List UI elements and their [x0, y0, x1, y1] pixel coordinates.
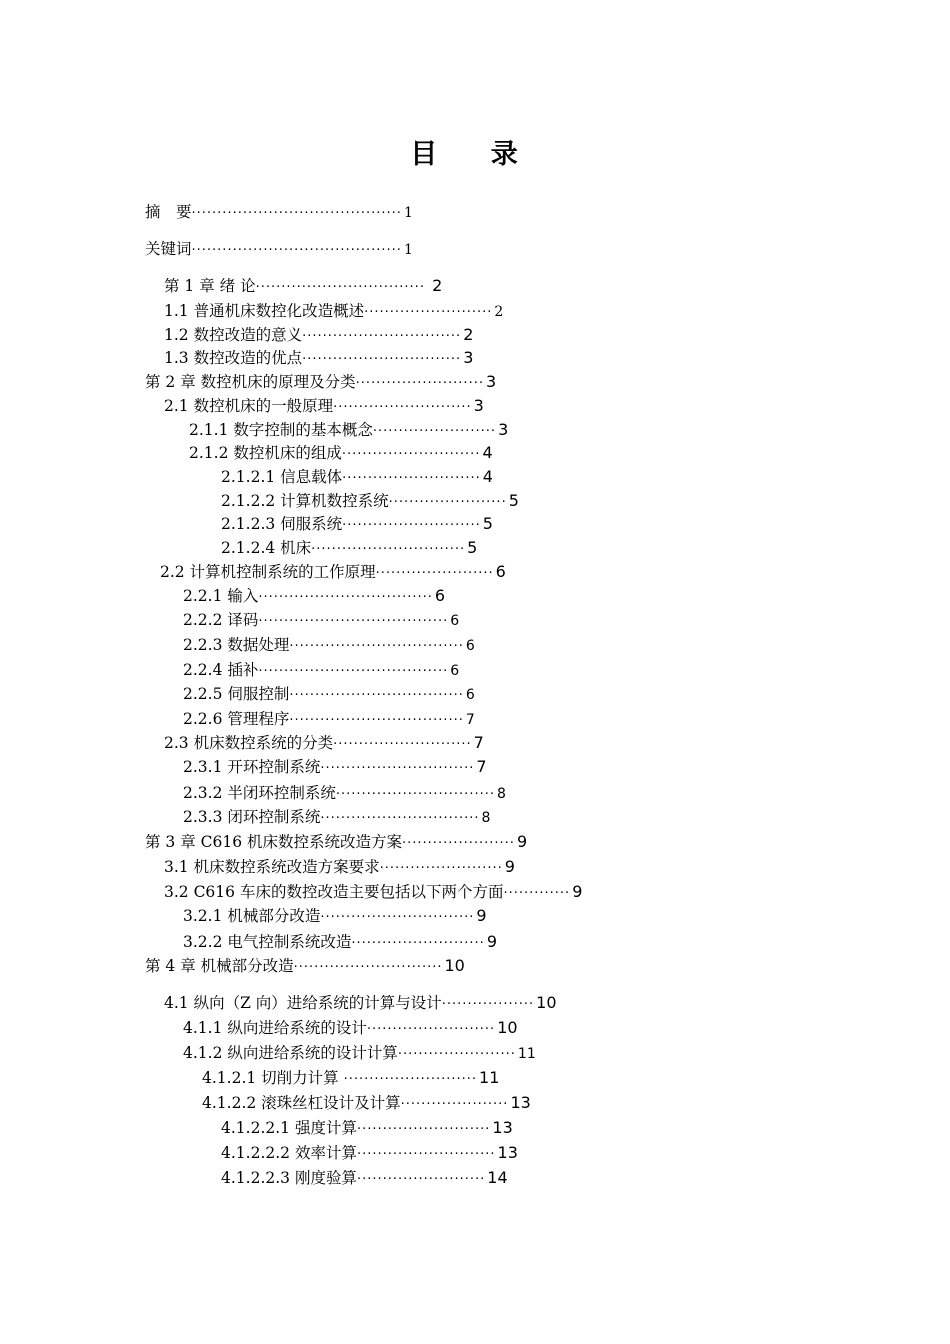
toc-page-number: 9	[504, 857, 515, 876]
toc-entry[interactable]	[183, 709, 475, 731]
toc-entry[interactable]	[183, 783, 506, 805]
toc-entry[interactable]	[202, 1093, 531, 1115]
toc-page-number: 7	[473, 733, 484, 752]
toc-leader: ·································	[255, 280, 431, 295]
toc-label: 2.1.2 数控机床的组成	[189, 444, 342, 462]
toc-leader: ······························	[320, 761, 475, 776]
toc-label: 4.1 纵向（Z 向）进给系统的计算与设计	[164, 994, 442, 1012]
toc-entry[interactable]	[164, 348, 473, 370]
toc-leader: ························	[379, 861, 503, 876]
toc-label: 2.1.2.1 信息载体	[221, 468, 343, 486]
toc-leader: ··························	[343, 1072, 478, 1087]
toc-page-number: 14	[487, 1168, 508, 1187]
toc-entry[interactable]	[189, 420, 508, 442]
toc-entry[interactable]	[189, 443, 493, 465]
toc-entry[interactable]	[145, 202, 413, 224]
toc-leader: ······························	[311, 542, 466, 557]
toc-label: 2.1.2.3 伺服系统	[221, 515, 343, 533]
toc-entry[interactable]	[221, 467, 493, 489]
toc-leader: ·······················	[375, 566, 494, 581]
toc-entry[interactable]	[183, 635, 475, 657]
toc-page-number: 11	[517, 1046, 536, 1062]
toc-entry[interactable]	[164, 325, 473, 347]
toc-entry[interactable]	[164, 993, 557, 1015]
toc-leader: ·························	[355, 376, 484, 391]
toc-entry[interactable]	[145, 372, 496, 394]
toc-leader: ·····································	[258, 664, 449, 679]
toc-label: 摘 要	[145, 203, 192, 221]
toc-page-number: 9	[572, 882, 583, 901]
page-title: 目 录	[410, 139, 540, 170]
toc-entry[interactable]	[183, 906, 487, 928]
toc-label: 4.1.2.2.2 效率计算	[221, 1144, 357, 1162]
toc-label: 4.1.2.2.3 刚度验算	[221, 1169, 357, 1187]
toc-entry[interactable]	[164, 857, 515, 879]
toc-label: 4.1.2.2.1 强度计算	[221, 1119, 357, 1137]
toc-leader: ·······························	[302, 352, 462, 367]
toc-page-number: 2	[432, 276, 443, 295]
toc-page-number: 13	[497, 1143, 518, 1162]
toc-leader: ···························	[342, 471, 481, 486]
toc-page-number: 4	[482, 443, 493, 462]
toc-leader: ··································	[289, 639, 464, 654]
toc-entry[interactable]	[145, 239, 413, 261]
toc-entry[interactable]	[221, 514, 493, 536]
toc-page-number: 4	[482, 467, 493, 486]
toc-entry[interactable]	[183, 1043, 536, 1065]
toc-entry[interactable]	[183, 684, 475, 706]
toc-label: 1.3 数控改造的优点	[164, 349, 303, 367]
toc-label: 4.1.2.2 滚珠丝杠设计及计算	[202, 1094, 401, 1112]
toc-label: 4.1.2 纵向进给系统的设计计算	[183, 1044, 398, 1062]
toc-entry[interactable]	[164, 276, 442, 298]
toc-leader: ··················	[441, 997, 535, 1012]
toc-leader: ···························	[342, 518, 481, 533]
toc-label: 2.2.5 伺服控制	[183, 685, 290, 703]
toc-page-number: 5	[467, 538, 478, 557]
toc-leader: ··································	[289, 713, 464, 728]
toc-page-number: 13	[510, 1093, 531, 1112]
toc-page-number: 3	[463, 348, 474, 367]
toc-page-number: 8	[481, 810, 491, 826]
toc-entry[interactable]	[164, 882, 582, 904]
toc-page-number: 10	[444, 956, 465, 975]
toc-label: 第 2 章 数控机床的原理及分类	[145, 373, 356, 391]
toc-page-number: 6	[465, 638, 475, 654]
toc-leader: ·······················	[397, 1047, 516, 1062]
toc-label: 2.2.4 插补	[183, 661, 259, 679]
toc-entry[interactable]	[221, 491, 519, 513]
toc-label: 第 4 章 机械部分改造	[145, 957, 294, 975]
toc-page-number: 6	[495, 562, 506, 581]
toc-page-number: 7	[476, 757, 487, 776]
toc-entry[interactable]	[183, 610, 459, 632]
toc-entry[interactable]	[221, 538, 477, 560]
toc-leader: ······························	[320, 910, 475, 925]
toc-entry[interactable]	[221, 1143, 518, 1165]
toc-label: 1.1 普通机床数控化改造概述	[164, 302, 365, 320]
toc-entry[interactable]	[183, 586, 445, 608]
toc-page-number: 6	[434, 586, 446, 605]
toc-leader: ···························	[356, 1147, 496, 1162]
toc-entry[interactable]	[183, 660, 459, 682]
toc-leader: ··································	[258, 590, 433, 605]
toc-page-number: 3	[473, 396, 484, 415]
toc-page-number: 6	[465, 687, 475, 703]
toc-leader: ·····························	[293, 960, 443, 975]
toc-leader: ··························	[356, 1122, 491, 1137]
toc-page-number: 9	[516, 832, 528, 851]
toc-label: 第 1 章 绪 论	[164, 277, 256, 295]
toc-entry[interactable]	[221, 1168, 508, 1190]
toc-entry[interactable]	[183, 932, 497, 954]
toc-entry[interactable]	[160, 562, 506, 584]
toc-page-number: 1	[403, 242, 413, 258]
toc-leader: ·············	[503, 886, 571, 901]
toc-entry[interactable]	[183, 1018, 518, 1040]
toc-leader: ·························	[356, 1172, 486, 1187]
toc-leader: ·······························	[335, 787, 495, 802]
toc-label: 2.2.3 数据处理	[183, 636, 290, 654]
toc-label: 3.2.1 机械部分改造	[183, 907, 321, 925]
toc-label: 2.3.1 开环控制系统	[183, 758, 321, 776]
toc-page-number: 2	[494, 304, 504, 320]
toc-leader: ·······························	[320, 811, 480, 826]
toc-leader: ·····················	[400, 1097, 509, 1112]
toc-leader: ··························	[351, 936, 485, 951]
toc-page-number: 13	[492, 1118, 513, 1137]
toc-label: 1.2 数控改造的意义	[164, 326, 303, 344]
toc-page-number: 10	[536, 993, 557, 1012]
toc-label: 2.1.1 数字控制的基本概念	[189, 421, 373, 439]
toc-leader: ···························	[341, 447, 481, 462]
toc-label: 3.1 机床数控系统改造方案要求	[164, 858, 380, 876]
toc-label: 2.3.2 半闭环控制系统	[183, 784, 336, 802]
toc-leader: ·························	[364, 305, 493, 320]
toc-label: 第 3 章 C616 机床数控系统改造方案	[145, 833, 403, 851]
toc-leader: ······················	[402, 836, 515, 851]
toc-leader: ·······························	[302, 329, 462, 344]
toc-entry[interactable]	[145, 832, 527, 854]
toc-leader: ···························	[333, 400, 472, 415]
toc-entry[interactable]	[221, 1118, 513, 1140]
toc-label: 2.3 机床数控系统的分类	[164, 734, 334, 752]
toc-leader: ·························	[366, 1022, 496, 1037]
toc-leader: ·······················	[388, 495, 507, 510]
toc-leader: ···························	[333, 737, 472, 752]
toc-page-number: 10	[497, 1018, 518, 1037]
toc-label: 3.2.2 电气控制系统改造	[183, 933, 352, 951]
toc-page-number: 9	[486, 932, 498, 951]
toc-label: 4.1.1 纵向进给系统的设计	[183, 1019, 367, 1037]
toc-page-number: 3	[498, 420, 509, 439]
toc-page-number: 3	[485, 372, 497, 391]
toc-page-number: 2	[463, 325, 474, 344]
toc-label: 2.2 计算机控制系统的工作原理	[160, 563, 376, 581]
toc-page-number: 6	[450, 663, 460, 679]
toc-entry[interactable]	[183, 757, 487, 779]
toc-label: 2.1.2.4 机床	[221, 539, 312, 557]
toc-page-number: 1	[403, 205, 413, 221]
toc-leader: ·········································	[191, 206, 402, 221]
toc-label: 2.2.6 管理程序	[183, 710, 290, 728]
toc-label: 2.1.2.2 计算机数控系统	[221, 492, 389, 510]
toc-entry[interactable]	[164, 733, 484, 755]
toc-entry[interactable]	[164, 301, 503, 323]
toc-label: 2.2.2 译码	[183, 611, 259, 629]
toc-label: 2.2.1 输入	[183, 587, 259, 605]
toc-leader: ·····································	[258, 614, 449, 629]
toc-leader: ··································	[289, 688, 464, 703]
toc-label: 关键词	[145, 240, 192, 258]
toc-label: 3.2 C616 车床的数控改造主要包括以下两个方面	[164, 883, 504, 901]
toc-page-number: 6	[450, 613, 460, 629]
toc-label: 2.3.3 闭环控制系统	[183, 808, 321, 826]
toc-page-number: 9	[476, 906, 487, 925]
toc-label: 4.1.2.1 切削力计算	[202, 1069, 344, 1087]
toc-page-number: 11	[479, 1068, 500, 1087]
toc-entry[interactable]	[183, 807, 490, 829]
toc-page-number: 8	[496, 786, 506, 802]
toc-entry[interactable]	[164, 396, 484, 418]
toc-page-number: 5	[482, 514, 493, 533]
toc-leader: ·········································	[191, 243, 402, 258]
toc-page-number: 7	[465, 712, 475, 728]
toc-entry[interactable]	[202, 1068, 499, 1090]
toc-leader: ························	[372, 424, 497, 439]
toc-label: 2.1 数控机床的一般原理	[164, 397, 334, 415]
toc-entry[interactable]	[145, 956, 465, 978]
toc-page-number: 5	[508, 491, 519, 510]
